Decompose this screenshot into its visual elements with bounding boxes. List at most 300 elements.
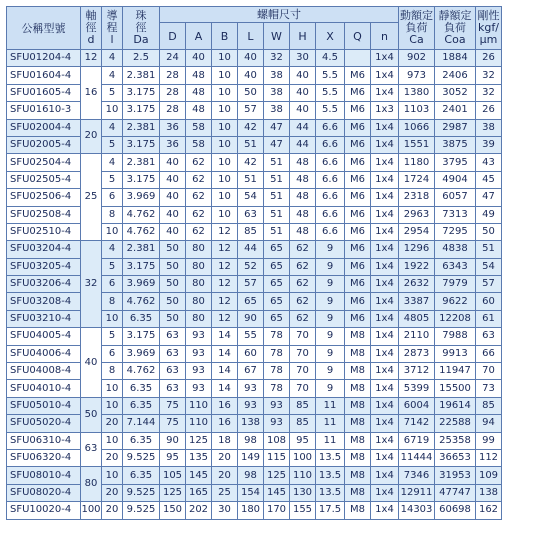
rigidity-cell: 39 — [476, 136, 502, 153]
ball-cell: 3.969 — [123, 345, 160, 362]
header-col-B: B — [212, 23, 238, 50]
Q-cell: M8 — [345, 415, 371, 432]
ball-cell: 3.175 — [123, 102, 160, 119]
Q-cell: M6 — [345, 206, 371, 223]
dynamic-load-cell: 2318 — [399, 189, 435, 206]
dynamic-load-cell: 7142 — [399, 415, 435, 432]
lead-cell: 8 — [102, 206, 123, 223]
W-cell: 38 — [264, 102, 290, 119]
A-cell: 80 — [186, 241, 212, 258]
X-cell: 11 — [316, 415, 345, 432]
X-cell: 4.5 — [316, 50, 345, 67]
W-cell: 65 — [264, 276, 290, 293]
shaft-diameter-cell: 20 — [81, 119, 102, 154]
Q-cell: M8 — [345, 397, 371, 414]
static-load-cell: 25358 — [435, 432, 476, 449]
static-load-cell: 6057 — [435, 189, 476, 206]
model-cell: SFU02505-4 — [7, 171, 81, 188]
lead-cell: 20 — [102, 415, 123, 432]
dynamic-load-cell: 1296 — [399, 241, 435, 258]
A-cell: 93 — [186, 345, 212, 362]
ball-cell: 2.5 — [123, 50, 160, 67]
table-row — [7, 241, 502, 258]
lead-cell: 10 — [102, 102, 123, 119]
L-cell: 52 — [238, 258, 264, 275]
dynamic-load-cell: 1180 — [399, 154, 435, 171]
header-col-A: A — [186, 23, 212, 50]
static-load-cell: 2401 — [435, 102, 476, 119]
rigidity-cell: 162 — [476, 502, 502, 519]
dynamic-load-cell: 1066 — [399, 119, 435, 136]
model-cell: SFU05020-4 — [7, 415, 81, 432]
static-load-cell: 60698 — [435, 502, 476, 519]
H-cell: 70 — [290, 363, 316, 380]
Q-cell: M6 — [345, 258, 371, 275]
static-load-cell: 11947 — [435, 363, 476, 380]
header-ball-diameter: 珠 徑 Da — [123, 7, 160, 50]
header-static-load: 靜額定 負荷 Coa — [435, 7, 476, 50]
W-cell: 78 — [264, 380, 290, 397]
A-cell: 165 — [186, 484, 212, 501]
header-col-X: X — [316, 23, 345, 50]
L-cell: 44 — [238, 241, 264, 258]
static-load-cell: 36653 — [435, 449, 476, 466]
W-cell: 115 — [264, 449, 290, 466]
table-row — [7, 154, 502, 171]
lead-cell: 20 — [102, 484, 123, 501]
L-cell: 154 — [238, 484, 264, 501]
ball-cell: 6.35 — [123, 432, 160, 449]
n-cell: 1x4 — [371, 154, 399, 171]
static-load-cell: 47747 — [435, 484, 476, 501]
W-cell: 51 — [264, 154, 290, 171]
L-cell: 93 — [238, 397, 264, 414]
Q-cell: M6 — [345, 171, 371, 188]
H-cell: 30 — [290, 50, 316, 67]
model-cell: SFU01605-4 — [7, 84, 81, 101]
B-cell: 14 — [212, 345, 238, 362]
A-cell: 135 — [186, 449, 212, 466]
static-load-cell: 15500 — [435, 380, 476, 397]
n-cell: 1x4 — [371, 67, 399, 84]
D-cell: 50 — [160, 276, 186, 293]
dynamic-load-cell: 3387 — [399, 293, 435, 310]
dynamic-load-cell: 973 — [399, 67, 435, 84]
A-cell: 62 — [186, 154, 212, 171]
model-cell: SFU04010-4 — [7, 380, 81, 397]
X-cell: 13.5 — [316, 449, 345, 466]
L-cell: 85 — [238, 223, 264, 240]
B-cell: 25 — [212, 484, 238, 501]
W-cell: 65 — [264, 310, 290, 327]
model-cell: SFU10020-4 — [7, 502, 81, 519]
ball-cell: 9.525 — [123, 449, 160, 466]
B-cell: 16 — [212, 415, 238, 432]
W-cell: 170 — [264, 502, 290, 519]
static-load-cell: 22588 — [435, 415, 476, 432]
static-load-cell: 4904 — [435, 171, 476, 188]
lead-cell: 4 — [102, 119, 123, 136]
header-col-D: D — [160, 23, 186, 50]
L-cell: 98 — [238, 467, 264, 484]
ball-cell: 3.969 — [123, 276, 160, 293]
L-cell: 90 — [238, 310, 264, 327]
L-cell: 65 — [238, 293, 264, 310]
rigidity-cell: 50 — [476, 223, 502, 240]
ball-cell: 7.144 — [123, 415, 160, 432]
D-cell: 40 — [160, 206, 186, 223]
A-cell: 48 — [186, 84, 212, 101]
L-cell: 60 — [238, 345, 264, 362]
n-cell: 1x4 — [371, 380, 399, 397]
model-cell: SFU02506-4 — [7, 189, 81, 206]
n-cell: 1x4 — [371, 363, 399, 380]
A-cell: 145 — [186, 467, 212, 484]
static-load-cell: 2987 — [435, 119, 476, 136]
lead-cell: 4 — [102, 67, 123, 84]
L-cell: 54 — [238, 189, 264, 206]
H-cell: 85 — [290, 397, 316, 414]
X-cell: 9 — [316, 363, 345, 380]
model-cell: SFU02510-4 — [7, 223, 81, 240]
model-cell: SFU02504-4 — [7, 154, 81, 171]
ballscrew-spec-table — [6, 6, 502, 520]
ball-cell: 6.35 — [123, 310, 160, 327]
B-cell: 10 — [212, 119, 238, 136]
lead-cell: 10 — [102, 397, 123, 414]
lead-cell: 5 — [102, 136, 123, 153]
D-cell: 150 — [160, 502, 186, 519]
shaft-diameter-cell: 63 — [81, 432, 102, 467]
B-cell: 20 — [212, 467, 238, 484]
model-cell: SFU06310-4 — [7, 432, 81, 449]
A-cell: 62 — [186, 223, 212, 240]
X-cell: 9 — [316, 310, 345, 327]
static-load-cell: 3052 — [435, 84, 476, 101]
H-cell: 62 — [290, 258, 316, 275]
static-load-cell: 9913 — [435, 345, 476, 362]
B-cell: 12 — [212, 293, 238, 310]
B-cell: 10 — [212, 84, 238, 101]
H-cell: 40 — [290, 67, 316, 84]
ball-cell: 6.35 — [123, 380, 160, 397]
rigidity-cell: 112 — [476, 449, 502, 466]
D-cell: 50 — [160, 310, 186, 327]
A-cell: 62 — [186, 189, 212, 206]
X-cell: 5.5 — [316, 102, 345, 119]
L-cell: 40 — [238, 50, 264, 67]
B-cell: 10 — [212, 171, 238, 188]
model-cell: SFU04008-4 — [7, 363, 81, 380]
rigidity-cell: 61 — [476, 310, 502, 327]
ball-cell: 3.175 — [123, 258, 160, 275]
H-cell: 62 — [290, 310, 316, 327]
W-cell: 51 — [264, 171, 290, 188]
B-cell: 16 — [212, 397, 238, 414]
dynamic-load-cell: 14303 — [399, 502, 435, 519]
dynamic-load-cell: 3712 — [399, 363, 435, 380]
Q-cell: M6 — [345, 154, 371, 171]
header-col-n: n — [371, 23, 399, 50]
rigidity-cell: 73 — [476, 380, 502, 397]
n-cell: 1x4 — [371, 449, 399, 466]
lead-cell: 10 — [102, 467, 123, 484]
A-cell: 93 — [186, 328, 212, 345]
H-cell: 70 — [290, 380, 316, 397]
table-row — [7, 502, 502, 519]
D-cell: 90 — [160, 432, 186, 449]
L-cell: 57 — [238, 276, 264, 293]
L-cell: 42 — [238, 119, 264, 136]
dynamic-load-cell: 7346 — [399, 467, 435, 484]
shaft-diameter-cell: 12 — [81, 50, 102, 67]
X-cell: 6.6 — [316, 189, 345, 206]
D-cell: 75 — [160, 415, 186, 432]
rigidity-cell: 63 — [476, 328, 502, 345]
H-cell: 85 — [290, 415, 316, 432]
shaft-diameter-cell: 80 — [81, 467, 102, 502]
table-row — [7, 50, 502, 67]
lead-cell: 10 — [102, 432, 123, 449]
B-cell: 18 — [212, 432, 238, 449]
L-cell: 57 — [238, 102, 264, 119]
W-cell: 78 — [264, 328, 290, 345]
n-cell: 1x4 — [371, 276, 399, 293]
X-cell: 9 — [316, 293, 345, 310]
rigidity-cell: 32 — [476, 67, 502, 84]
D-cell: 50 — [160, 293, 186, 310]
ball-cell: 2.381 — [123, 67, 160, 84]
n-cell: 1x4 — [371, 206, 399, 223]
A-cell: 40 — [186, 50, 212, 67]
D-cell: 50 — [160, 241, 186, 258]
D-cell: 40 — [160, 223, 186, 240]
H-cell: 48 — [290, 206, 316, 223]
B-cell: 10 — [212, 206, 238, 223]
dynamic-load-cell: 11444 — [399, 449, 435, 466]
rigidity-cell: 49 — [476, 206, 502, 223]
table-row — [7, 67, 502, 84]
X-cell: 9 — [316, 345, 345, 362]
Q-cell: M6 — [345, 189, 371, 206]
table-header — [7, 7, 502, 50]
Q-cell: M8 — [345, 432, 371, 449]
model-cell: SFU02005-4 — [7, 136, 81, 153]
L-cell: 40 — [238, 67, 264, 84]
dynamic-load-cell: 1724 — [399, 171, 435, 188]
static-load-cell: 19614 — [435, 397, 476, 414]
W-cell: 108 — [264, 432, 290, 449]
ball-cell: 3.175 — [123, 84, 160, 101]
static-load-cell: 7979 — [435, 276, 476, 293]
W-cell: 93 — [264, 397, 290, 414]
rigidity-cell: 38 — [476, 119, 502, 136]
static-load-cell: 3875 — [435, 136, 476, 153]
W-cell: 65 — [264, 258, 290, 275]
Q-cell: M6 — [345, 276, 371, 293]
ball-cell: 9.525 — [123, 484, 160, 501]
lead-cell: 5 — [102, 328, 123, 345]
dynamic-load-cell: 6004 — [399, 397, 435, 414]
A-cell: 62 — [186, 171, 212, 188]
B-cell: 12 — [212, 241, 238, 258]
B-cell: 12 — [212, 258, 238, 275]
Q-cell: M8 — [345, 449, 371, 466]
shaft-diameter-cell: 100 — [81, 502, 102, 519]
H-cell: 48 — [290, 223, 316, 240]
lead-cell: 8 — [102, 293, 123, 310]
table-row — [7, 432, 502, 449]
X-cell: 6.6 — [316, 171, 345, 188]
A-cell: 48 — [186, 102, 212, 119]
H-cell: 44 — [290, 136, 316, 153]
D-cell: 63 — [160, 345, 186, 362]
D-cell: 24 — [160, 50, 186, 67]
X-cell: 5.5 — [316, 84, 345, 101]
dynamic-load-cell: 2873 — [399, 345, 435, 362]
dynamic-load-cell: 1380 — [399, 84, 435, 101]
A-cell: 80 — [186, 258, 212, 275]
n-cell: 1x4 — [371, 345, 399, 362]
L-cell: 93 — [238, 380, 264, 397]
dynamic-load-cell: 902 — [399, 50, 435, 67]
lead-cell: 6 — [102, 276, 123, 293]
model-cell: SFU03204-4 — [7, 241, 81, 258]
model-cell: SFU03210-4 — [7, 310, 81, 327]
header-col-L: L — [238, 23, 264, 50]
model-cell: SFU08020-4 — [7, 484, 81, 501]
X-cell: 6.6 — [316, 136, 345, 153]
ball-cell: 2.381 — [123, 154, 160, 171]
B-cell: 10 — [212, 50, 238, 67]
B-cell: 14 — [212, 363, 238, 380]
A-cell: 58 — [186, 119, 212, 136]
table-row — [7, 328, 502, 345]
Q-cell: M8 — [345, 380, 371, 397]
header-col-H: H — [290, 23, 316, 50]
H-cell: 110 — [290, 467, 316, 484]
rigidity-cell: 26 — [476, 50, 502, 67]
rigidity-cell: 43 — [476, 154, 502, 171]
B-cell: 10 — [212, 154, 238, 171]
A-cell: 93 — [186, 380, 212, 397]
rigidity-cell: 60 — [476, 293, 502, 310]
lead-cell: 6 — [102, 189, 123, 206]
dynamic-load-cell: 2632 — [399, 276, 435, 293]
X-cell: 6.6 — [316, 206, 345, 223]
rigidity-cell: 51 — [476, 241, 502, 258]
Q-cell: M6 — [345, 67, 371, 84]
lead-cell: 10 — [102, 223, 123, 240]
B-cell: 12 — [212, 310, 238, 327]
rigidity-cell: 70 — [476, 363, 502, 380]
D-cell: 28 — [160, 67, 186, 84]
rigidity-cell: 94 — [476, 415, 502, 432]
A-cell: 110 — [186, 415, 212, 432]
L-cell: 42 — [238, 154, 264, 171]
Q-cell: M6 — [345, 136, 371, 153]
B-cell: 12 — [212, 223, 238, 240]
D-cell: 40 — [160, 171, 186, 188]
H-cell: 130 — [290, 484, 316, 501]
D-cell: 36 — [160, 119, 186, 136]
W-cell: 93 — [264, 415, 290, 432]
static-load-cell: 12208 — [435, 310, 476, 327]
X-cell: 9 — [316, 276, 345, 293]
Q-cell — [345, 50, 371, 67]
B-cell: 12 — [212, 276, 238, 293]
n-cell: 1x4 — [371, 241, 399, 258]
rigidity-cell: 45 — [476, 171, 502, 188]
dynamic-load-cell: 2110 — [399, 328, 435, 345]
header-nut-dimensions: 螺帽尺寸 — [160, 7, 399, 23]
header-shaft-diameter: 軸 徑 d — [81, 7, 102, 50]
dynamic-load-cell: 1103 — [399, 102, 435, 119]
L-cell: 149 — [238, 449, 264, 466]
D-cell: 75 — [160, 397, 186, 414]
X-cell: 13.5 — [316, 484, 345, 501]
A-cell: 58 — [186, 136, 212, 153]
dynamic-load-cell: 2954 — [399, 223, 435, 240]
lead-cell: 20 — [102, 502, 123, 519]
A-cell: 80 — [186, 293, 212, 310]
n-cell: 1x4 — [371, 467, 399, 484]
A-cell: 125 — [186, 432, 212, 449]
n-cell: 1x4 — [371, 397, 399, 414]
W-cell: 51 — [264, 206, 290, 223]
A-cell: 202 — [186, 502, 212, 519]
shaft-diameter-cell: 40 — [81, 328, 102, 398]
table-row — [7, 467, 502, 484]
lead-cell: 20 — [102, 449, 123, 466]
ball-cell: 4.762 — [123, 223, 160, 240]
L-cell: 180 — [238, 502, 264, 519]
W-cell: 32 — [264, 50, 290, 67]
header-rigidity: 剛性 kgf/ μm — [476, 7, 502, 50]
L-cell: 98 — [238, 432, 264, 449]
header-lead: 導 程 l — [102, 7, 123, 50]
rigidity-cell: 32 — [476, 84, 502, 101]
dynamic-load-cell: 1922 — [399, 258, 435, 275]
rigidity-cell: 109 — [476, 467, 502, 484]
X-cell: 9 — [316, 380, 345, 397]
H-cell: 62 — [290, 293, 316, 310]
A-cell: 48 — [186, 67, 212, 84]
X-cell: 6.6 — [316, 119, 345, 136]
L-cell: 138 — [238, 415, 264, 432]
D-cell: 40 — [160, 189, 186, 206]
B-cell: 10 — [212, 67, 238, 84]
lead-cell: 4 — [102, 241, 123, 258]
ball-cell: 4.762 — [123, 293, 160, 310]
model-cell: SFU02508-4 — [7, 206, 81, 223]
n-cell: 1x4 — [371, 310, 399, 327]
ball-cell: 4.762 — [123, 206, 160, 223]
L-cell: 63 — [238, 206, 264, 223]
L-cell: 51 — [238, 136, 264, 153]
X-cell: 11 — [316, 397, 345, 414]
dynamic-load-cell: 5399 — [399, 380, 435, 397]
model-cell: SFU03206-4 — [7, 276, 81, 293]
D-cell: 63 — [160, 328, 186, 345]
rigidity-cell: 57 — [476, 276, 502, 293]
dynamic-load-cell: 4805 — [399, 310, 435, 327]
ball-cell: 3.175 — [123, 171, 160, 188]
static-load-cell: 7313 — [435, 206, 476, 223]
dynamic-load-cell: 2963 — [399, 206, 435, 223]
D-cell: 40 — [160, 154, 186, 171]
W-cell: 38 — [264, 84, 290, 101]
